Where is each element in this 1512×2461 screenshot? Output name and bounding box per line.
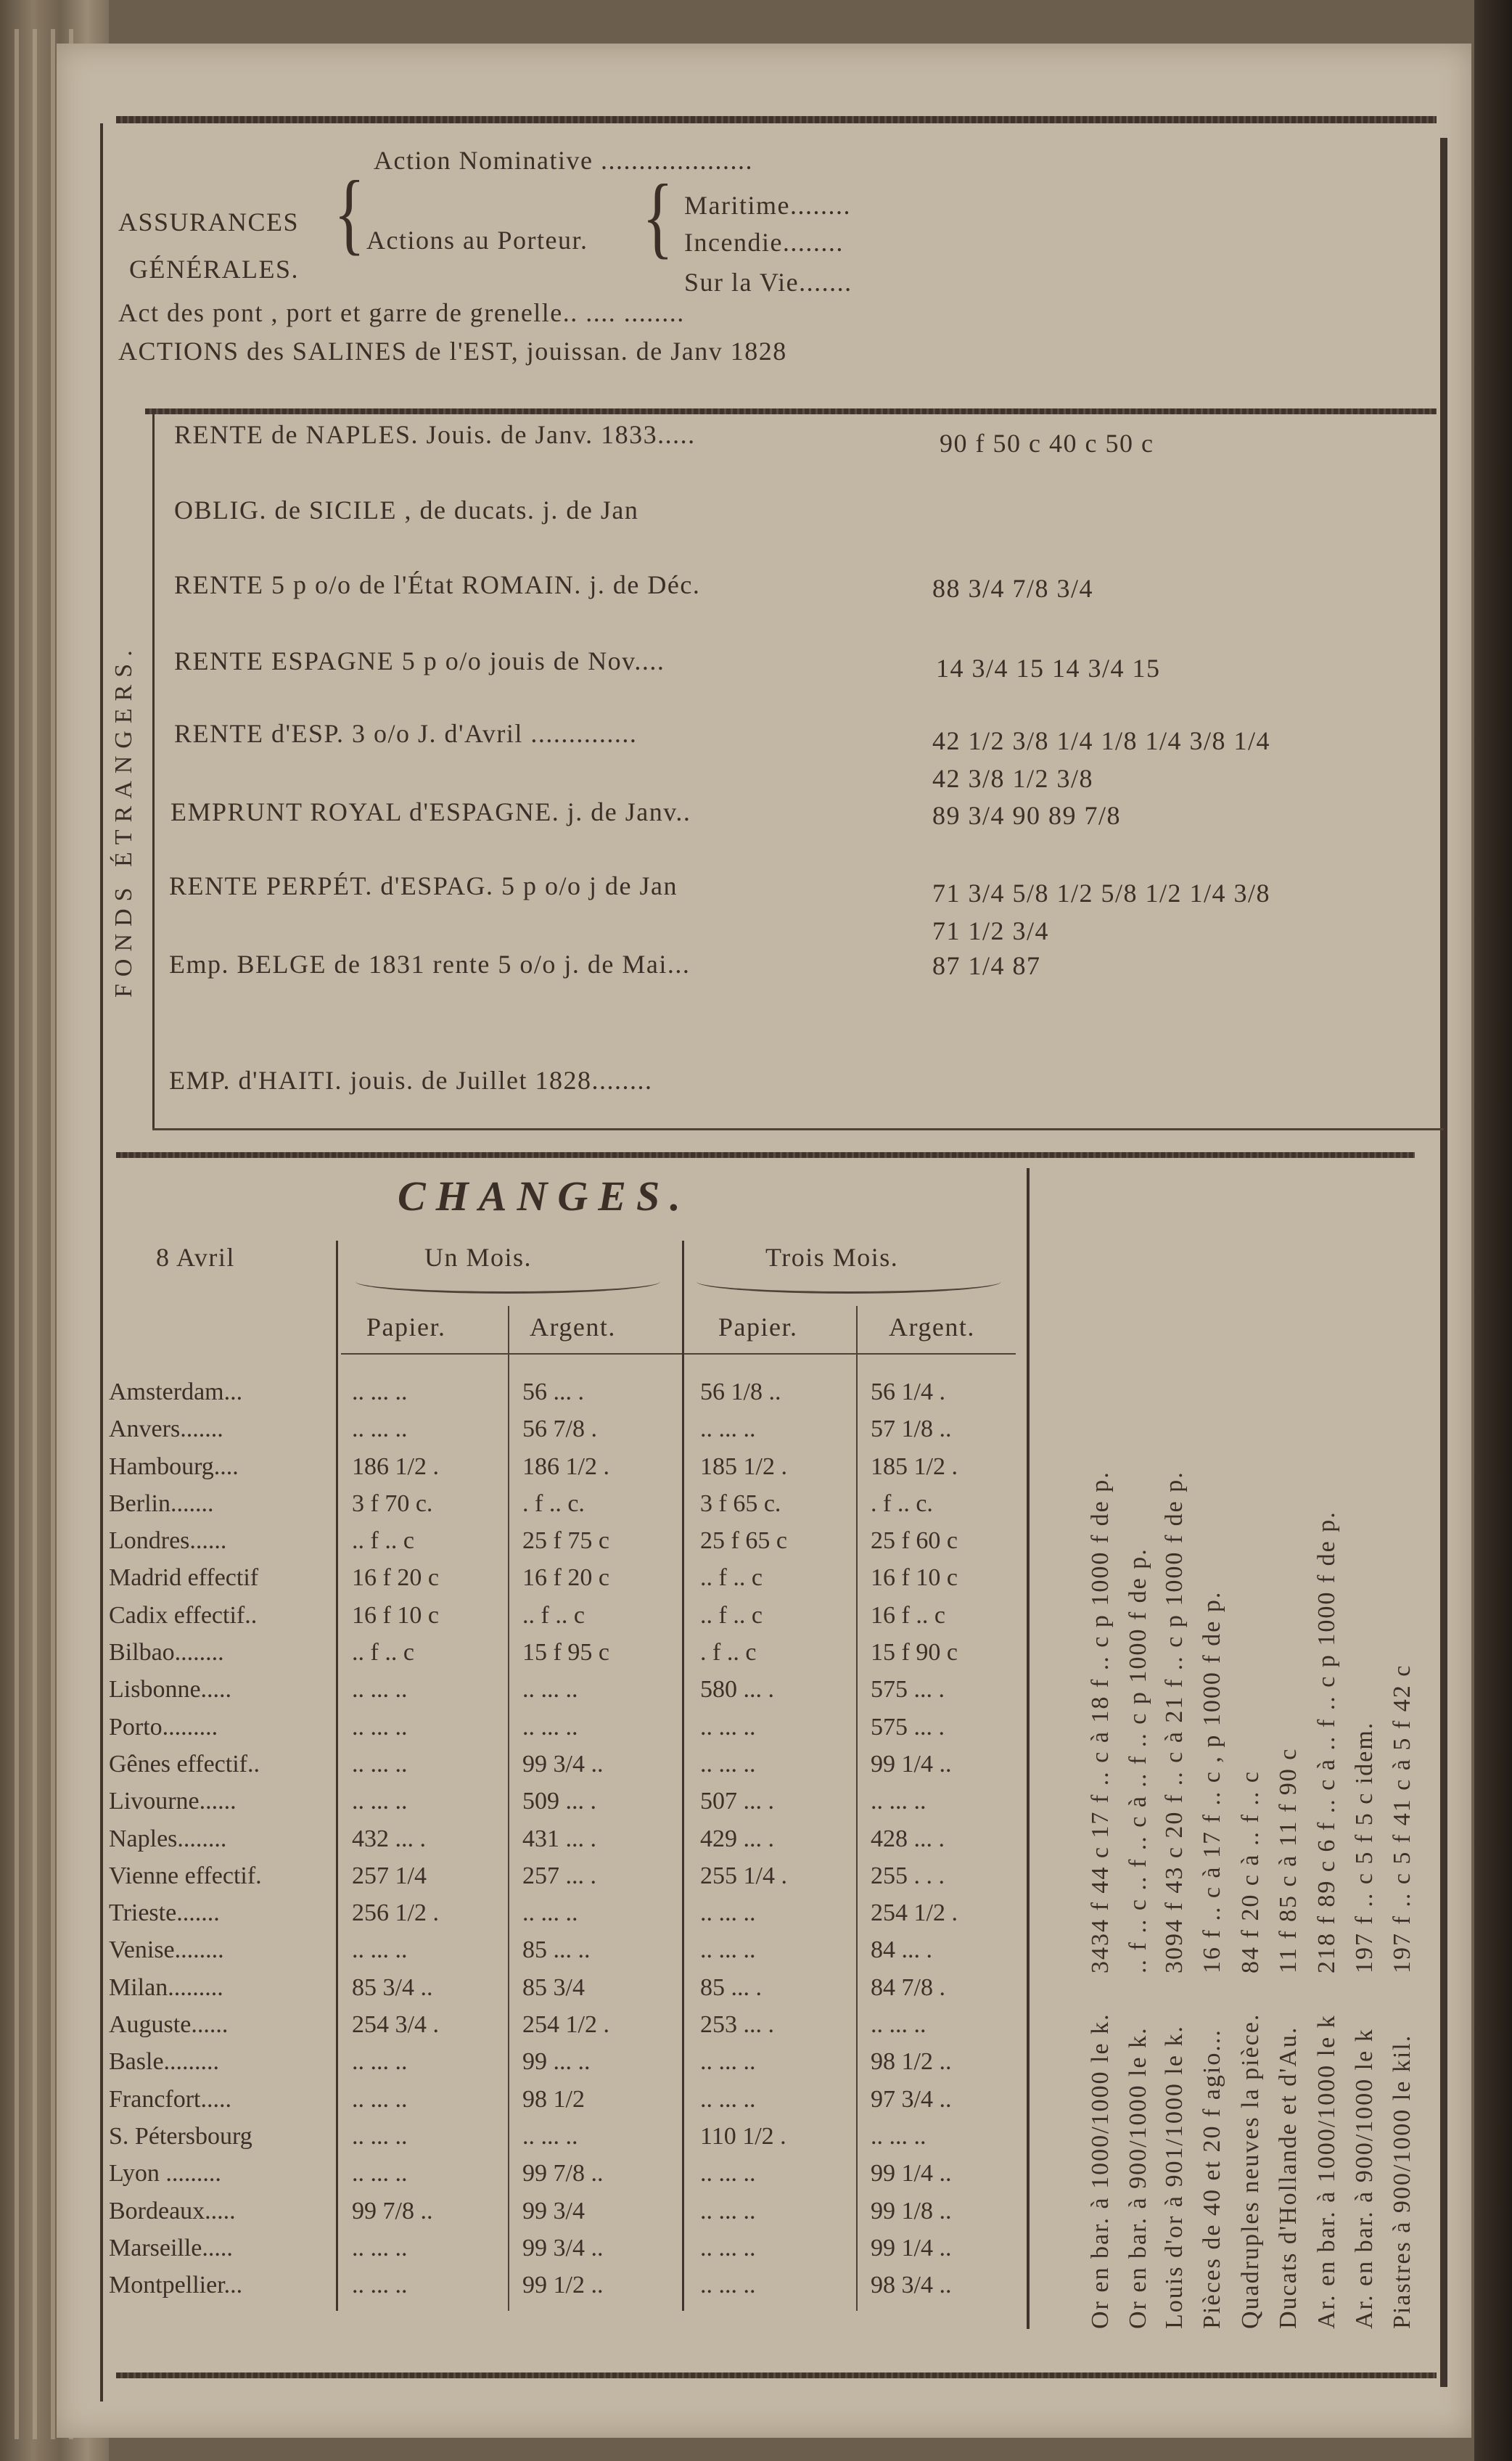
right-border [1440,138,1447,2387]
cell: 255 . . . [871,1862,945,1889]
fonds-row-value: 87 1/4 87 [932,951,1041,980]
city-label: Vienne effectif. [109,1862,262,1889]
city-label: Naples........ [109,1825,227,1852]
cell: .. ... .. [700,2234,756,2261]
cell: .. ... .. [700,2272,756,2299]
cell: .. ... .. [522,1676,578,1704]
cell: 3 f 70 c. [352,1490,433,1517]
metal-label: Ducats d'Hollande et d'Au. [1275,2026,1302,2329]
city-label: Berlin....... [109,1490,214,1517]
city-label: Marseille..... [109,2234,233,2261]
cell: 429 ... . [700,1825,774,1852]
city-label: Anvers....... [109,1416,223,1443]
fonds-row-value: 14 3/4 15 14 3/4 15 [936,654,1161,683]
metal-value: 197 f .. c 5 f 5 c idem. [1351,1721,1378,1973]
papier-heading-1: Papier. [366,1312,446,1342]
cell: .. ... .. [700,1416,756,1443]
changes-header-rule [341,1353,1016,1355]
city-label: Livourne...... [109,1788,237,1815]
cell: .. f .. c [352,1639,414,1667]
cell: 256 1/2 . [352,1899,439,1927]
cell: 98 3/4 .. [871,2272,952,2299]
cell: .. ... .. [700,2160,756,2187]
cell: .. ... .. [522,1899,578,1927]
cell: .. f .. c [522,1601,585,1629]
action-nominative: Action Nominative .................... [374,146,753,175]
cell: 575 ... . [871,1713,945,1741]
cell: 254 1/2 . [871,1899,958,1927]
metal-label: Quadruples neuves la pièce. [1237,2013,1264,2329]
city-label: Basle......... [109,2048,220,2076]
fonds-row-label: RENTE 5 p o/o de l'État ROMAIN. j. de Déc. [174,570,701,599]
cell: 56 ... . [522,1379,584,1405]
argent-heading-1: Argent. [530,1312,616,1342]
cell: 98 1/2 [522,2085,585,2113]
trois-mois-brace [697,1270,1001,1294]
metal-label: Piastres à 900/1000 le kil. [1389,2034,1416,2329]
fonds-row-label: Emp. BELGE de 1831 rente 5 o/o j. de Mai... [169,950,691,979]
bottom-rule [116,2372,1437,2378]
city-label: Porto......... [109,1713,218,1741]
cell: .. ... .. [700,2085,756,2113]
generales-label: GÉNÉRALES. [129,255,299,284]
actions-porteur: Actions au Porteur. [366,226,588,255]
cell: 56 1/4 . [871,1379,945,1405]
fonds-row-label: RENTE de NAPLES. Jouis. de Janv. 1833..... [174,420,696,449]
cell: . f .. c. [871,1490,933,1517]
cell: .. ... .. [522,2122,578,2150]
cell: . f .. c [700,1639,757,1667]
argent-heading-2: Argent. [889,1312,975,1342]
cell: 3 f 65 c. [700,1490,781,1517]
un-mois-argent-column [522,1373,678,2304]
metal-value: .. f .. c .. f .. c à .. f .. c p 1000 f de p. [1125,1548,1151,1973]
cell: .. ... .. [871,1788,926,1815]
incendie: Incendie........ [684,228,844,257]
city-label: Venise........ [109,1936,224,1964]
fonds-row-label: RENTE ESPAGNE 5 p o/o jouis de Nov.... [174,646,665,675]
cell: .. ... .. [700,2048,756,2076]
city-label: Madrid effectif [109,1564,259,1592]
book-spine [1474,0,1512,2461]
cell: .. ... .. [700,2197,756,2224]
cell: 16 f 20 c [522,1564,609,1592]
changes-col-divider-1 [336,1241,338,2311]
cell: .. ... .. [352,1788,408,1815]
act-pont: Act des pont , port et garre de grenelle.. .... ........ [118,298,685,327]
cell: .. ... .. [700,1899,756,1927]
cell: 56 7/8 . [522,1416,597,1443]
metal-label: Ar. en bar. à 900/1000 le k [1351,2028,1378,2329]
metal-value: 197 f .. c 5 f 41 c à 5 f 42 c [1389,1664,1416,1973]
fonds-row-value: 71 3/4 5/8 1/2 5/8 1/2 1/4 3/8 [932,879,1271,908]
cell: 428 ... . [871,1825,945,1852]
cell: 99 7/8 .. [352,2197,433,2224]
cell: .. ... .. [700,1750,756,1778]
cell: 25 f 75 c [522,1527,609,1555]
cell: 509 ... . [522,1788,596,1815]
cell: 99 3/4 [522,2197,585,2224]
cell: 16 f 10 c [871,1564,958,1592]
cell: .. ... .. [352,1676,408,1704]
trois-mois-heading: Trois Mois. [765,1243,899,1272]
cell: 432 ... . [352,1825,426,1852]
left-border [100,123,103,2402]
cell: .. ... .. [352,2085,408,2113]
cell: 16 f 20 c [352,1564,439,1592]
assurances-label: ASSURANCES [118,208,300,237]
cell: 99 7/8 .. [522,2160,604,2187]
cell: 85 3/4 .. [352,1973,433,2001]
changes-col-divider-4 [856,1306,858,2311]
cell: 99 1/2 .. [522,2272,604,2299]
fonds-row-label: EMP. d'HAITI. jouis. de Juillet 1828........ [169,1066,653,1095]
cell: 431 ... . [522,1825,596,1852]
cell: 185 1/2 . [700,1453,787,1480]
city-label: S. Pétersbourg [109,2122,252,2150]
fonds-etrangers-label: FONDS ÉTRANGERS. [110,643,137,998]
changes-col-divider-3 [682,1241,684,2311]
cell: 110 1/2 . [700,2122,786,2150]
city-label: Lisbonne..... [109,1676,232,1704]
porteur-brace: { [642,167,675,268]
cell: 253 ... . [700,2011,774,2039]
cell: 575 ... . [871,1676,945,1704]
fonds-row-value: 89 3/4 90 89 7/8 [932,801,1122,830]
city-label: Trieste....... [109,1899,220,1927]
cell: 186 1/2 . [352,1453,439,1480]
actions-salines: ACTIONS des SALINES de l'EST, jouissan. de Janv 1828 [118,337,787,366]
cell: 16 f .. c [871,1601,945,1629]
city-label: Bordeaux..... [109,2197,236,2224]
cell: 257 ... . [522,1862,596,1889]
changes-title: CHANGES. [398,1172,691,1220]
metal-label: Ar. en bar. à 1000/1000 le k [1313,2014,1340,2329]
cell: 97 3/4 .. [871,2085,952,2113]
cell: .. ... .. [352,1750,408,1778]
cell: 85 ... .. [522,1936,591,1964]
metal-value: 3434 f 44 c 17 f .. c à 18 f .. c p 1000 f de p. [1087,1471,1114,1973]
city-label: Montpellier... [109,2272,243,2299]
cell: .. ... .. [352,2234,408,2261]
city-label: Amsterdam... [109,1379,243,1405]
cell: 507 ... . [700,1788,774,1815]
cell: .. ... .. [352,1379,408,1405]
cell: .. ... .. [352,2272,408,2299]
cell: .. ... .. [522,1713,578,1741]
cell: . f .. c. [522,1490,585,1517]
changes-city-column [109,1373,334,2304]
trois-mois-papier-column [700,1373,854,2304]
metal-value: 3094 f 43 c 20 f .. c à 21 f .. c p 1000 f de p. [1161,1471,1188,1973]
cell: 25 f 60 c [871,1527,958,1555]
cell: .. ... .. [352,1416,408,1443]
cell: .. ... .. [352,1936,408,1964]
fonds-row-value-2: 42 3/8 1/2 3/8 [932,764,1094,793]
fonds-row-label: RENTE PERPÉT. d'ESPAG. 5 p o/o j de Jan [169,871,678,900]
cell: 99 1/4 .. [871,1750,952,1778]
cell: .. ... .. [871,2011,926,2039]
metal-value: 11 f 85 c à 11 f 90 c [1275,1747,1302,1973]
cell: 85 3/4 [522,1973,585,2001]
city-label: Francfort..... [109,2085,232,2113]
city-label: Londres...... [109,1527,227,1555]
cell: 99 3/4 .. [522,1750,604,1778]
cell: .. f .. c [700,1601,763,1629]
city-label: Lyon ......... [109,2160,221,2187]
cell: 84 ... . [871,1936,932,1964]
cell: 99 3/4 .. [522,2234,604,2261]
fonds-row-value-2: 71 1/2 3/4 [932,916,1050,945]
fonds-row-label: RENTE d'ESP. 3 o/o J. d'Avril .............. [174,719,638,748]
cell: 99 1/8 .. [871,2197,952,2224]
cell: .. ... .. [352,2122,408,2150]
city-label: Gênes effectif.. [109,1750,260,1778]
cell: .. ... .. [871,2122,926,2150]
cell: .. f .. c [700,1564,763,1592]
cell: 16 f 10 c [352,1601,439,1629]
changes-date: 8 Avril [156,1243,235,1272]
metal-value: 218 f 89 c 6 f .. c à .. f .. c p 1000 f de p. [1313,1511,1340,1973]
metal-label: Or en bar. à 1000/1000 le k. [1087,2013,1114,2329]
cell: 56 1/8 .. [700,1379,781,1405]
fonds-row-value: 90 f 50 c 40 c 50 c [940,429,1154,458]
fonds-row-value: 88 3/4 7/8 3/4 [932,574,1094,603]
cell: .. ... .. [700,1936,756,1964]
metal-label: Pièces de 40 et 20 f agio... [1199,2029,1225,2329]
fonds-bottom-rule-1 [152,1128,1444,1130]
cell: 57 1/8 .. [871,1416,952,1443]
sur-la-vie: Sur la Vie....... [684,268,852,297]
cell: 185 1/2 . [871,1453,958,1480]
cell: .. ... .. [352,2160,408,2187]
un-mois-papier-column [352,1373,506,2304]
cell: 25 f 65 c [700,1527,787,1555]
fonds-row-label: OBLIG. de SICILE , de ducats. j. de Jan [174,496,639,525]
fonds-top-rule [145,408,1437,414]
un-mois-brace [356,1270,660,1294]
cell: 85 ... . [700,1973,762,2001]
fonds-row-value: 42 1/2 3/8 1/4 1/8 1/4 3/8 1/4 [932,726,1271,755]
trois-mois-argent-column [871,1373,1024,2304]
assurances-brace: { [334,163,366,264]
un-mois-heading: Un Mois. [424,1243,533,1272]
city-label: Hambourg.... [109,1453,239,1480]
maritime: Maritime........ [684,191,851,220]
cell: 99 1/4 .. [871,2234,952,2261]
cell: 255 1/4 . [700,1862,787,1889]
cell: .. ... .. [352,1713,408,1741]
cell: .. f .. c [352,1527,414,1555]
changes-col-divider-5 [1027,1168,1030,2329]
top-rule [116,116,1437,123]
fonds-bottom-rule-2 [116,1152,1415,1158]
cell: 99 ... .. [522,2048,591,2076]
metal-label: Louis d'or à 901/1000 le k. [1161,2025,1188,2329]
cell: 186 1/2 . [522,1453,609,1480]
city-label: Bilbao........ [109,1639,224,1667]
city-label: Milan......... [109,1973,223,2001]
metal-label: Or en bar. à 900/1000 le k. [1125,2026,1151,2329]
fonds-row-label: EMPRUNT ROYAL d'ESPAGNE. j. de Janv.. [170,797,691,826]
cell: 15 f 95 c [522,1639,609,1667]
changes-col-divider-2 [508,1306,509,2311]
cell: 254 1/2 . [522,2011,609,2039]
cell: 257 1/4 [352,1862,427,1889]
cell: 99 1/4 .. [871,2160,952,2187]
city-label: Cadix effectif.. [109,1601,258,1629]
cell: 98 1/2 .. [871,2048,952,2076]
papier-heading-2: Papier. [718,1312,798,1342]
cell: .. ... .. [352,2048,408,2076]
cell: 15 f 90 c [871,1639,958,1667]
metal-value: 16 f .. c à 17 f .. c , p 1000 f de p. [1199,1590,1225,1973]
metal-value: 84 f 20 c à .. f .. c [1237,1770,1264,1973]
fonds-divider [152,414,155,1128]
cell: .. ... .. [700,1713,756,1741]
city-label: Auguste...... [109,2011,229,2039]
cell: 254 3/4 . [352,2011,439,2039]
cell: 580 ... . [700,1676,774,1704]
cell: 84 7/8 . [871,1973,945,2001]
